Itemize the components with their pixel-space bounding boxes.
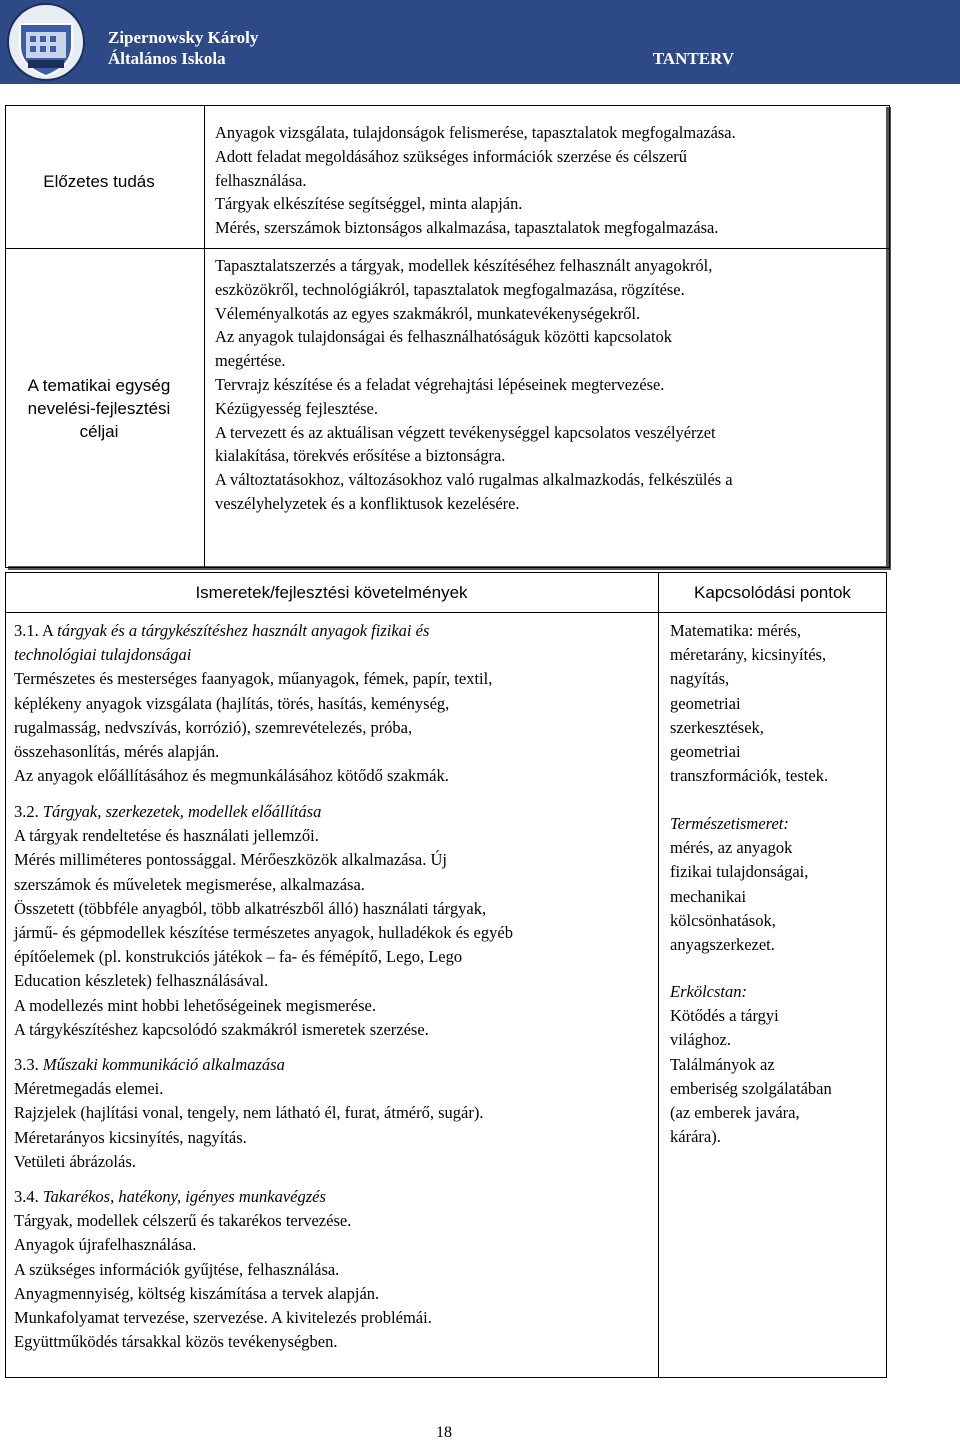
links-science — [670, 812, 884, 957]
text-line: geometriai — [670, 742, 741, 762]
text-line: Anyagok vizsgálata, tulajdonságok felismerése, tapasztalatok megfogalmazása. — [215, 123, 736, 142]
text-line: (az emberek javára, — [670, 1103, 800, 1123]
section-3-4 — [14, 1185, 654, 1354]
school-name — [108, 27, 258, 69]
text-line: kölcsönhatások, — [670, 910, 776, 930]
text-line: kialakítása, törekvés erősítése a biztonságra. — [215, 446, 506, 466]
header-banner — [0, 0, 960, 84]
links-subject-title: Erkölcstan: — [670, 982, 747, 1001]
section-3-1 — [14, 619, 654, 788]
requirements-column-header: Ismeretek/fejlesztési követelmények — [195, 583, 468, 602]
text-line: Kötődés a tárgyi — [670, 1006, 779, 1026]
section-number: 3.2. — [14, 802, 39, 821]
text-line: Tervrajz készítése és a feladat végrehajtási lépéseinek megtervezése. — [215, 374, 665, 394]
school-name-line2: Általános Iskola — [108, 49, 226, 68]
text-line: nagyítás, — [670, 669, 730, 689]
text-line: felhasználása. — [215, 170, 307, 190]
text-line: Kézügyesség fejlesztése. — [215, 398, 378, 418]
text-line: Tárgyak, modellek célszerű és takarékos tervezése. — [14, 1211, 352, 1231]
text-line: Együttműködés társakkal közös tevékenységben. — [14, 1332, 338, 1352]
section-title-text: Műszaki kommunikáció alkalmazása — [42, 1055, 285, 1074]
section-title-text: technológiai tulajdonságai — [14, 645, 192, 665]
section-title — [14, 1185, 654, 1209]
text-line: Találmányok az — [670, 1054, 775, 1074]
goals-label — [0, 374, 198, 443]
text-line: Adott feladat megoldásához szükséges információk szerzése és célszerű — [215, 146, 687, 166]
text-line: anyagszerkezet. — [670, 935, 775, 955]
section-number: 3.1. A — [14, 621, 53, 640]
text-line: szerkesztések, — [670, 717, 764, 737]
text-line: kárára). — [670, 1127, 721, 1147]
row-divider — [6, 248, 889, 249]
column-divider — [204, 106, 205, 567]
text-line: Mérés milliméteres pontossággal. Mérőeszközök alkalmazása. Új — [14, 850, 447, 870]
section-title — [14, 1053, 654, 1077]
text-line: Mérés, szerszámok biztonságos alkalmazása, tapasztalatok megfogalmazása. — [215, 218, 719, 238]
text-line: Munkafolyamat tervezése, szervezése. A kivitelezés problémái. — [14, 1308, 432, 1328]
text-line: mérés, az anyagok — [670, 838, 793, 858]
text-line: A tárgykészítéshez kapcsolódó szakmákról ismeretek szerzése. — [14, 1019, 429, 1039]
text-line: képlékeny anyagok vizsgálata (hajlítás, törés, hasítás, keménység, — [14, 693, 450, 713]
section-number: 3.4. — [14, 1187, 39, 1206]
text-line: Összetett (többféle anyagból, több alkatrészből álló) használati tárgyak, — [14, 898, 487, 918]
text-line: Tárgyak elkészítése segítséggel, minta alapján. — [215, 194, 523, 214]
text-line: Anyagmennyiség, költség kiszámítása a tervek alapján. — [14, 1283, 380, 1303]
school-name-line1: Zipernowsky Károly — [108, 28, 259, 47]
section-title-text: Tárgyak, szerkezetek, modellek előállítása — [42, 802, 322, 821]
prior-knowledge-label: Előzetes tudás — [43, 172, 155, 191]
section-number: 3.3. — [14, 1055, 39, 1074]
section-title-text: tárgyak és a tárgykészítéshez használt anyagok fizikai és — [57, 621, 430, 640]
text-line: A szükséges információk gyűjtése, felhasználása. — [14, 1259, 340, 1279]
links-ethics — [670, 980, 884, 1149]
text-line: Matematika: mérés, — [670, 621, 802, 640]
text-line: Vetületi ábrázolás. — [14, 1151, 136, 1171]
school-shield-logo-icon — [6, 2, 86, 82]
section-title-text: Takarékos, hatékony, igényes munkavégzés — [42, 1187, 326, 1206]
text-line: világhoz. — [670, 1030, 731, 1050]
section-title — [14, 800, 654, 824]
text-line: szerszámok és műveletek megismerése, alkalmazása. — [14, 874, 365, 894]
page-number: 18 — [436, 1424, 452, 1441]
section-title — [14, 619, 654, 643]
goals-label-line: nevelési-fejlesztési — [27, 399, 171, 418]
section-3-2 — [14, 800, 654, 1042]
links-math — [670, 619, 884, 788]
column-divider — [658, 573, 659, 1377]
text-line: eszközökről, technológiákról, tapasztalatok megfogalmazása, rögzítése. — [215, 279, 685, 299]
text-line: Az anyagok előállításához és megmunkálásához kötődő szakmák. — [14, 766, 449, 786]
prior-knowledge-text — [215, 121, 880, 240]
text-line: Természetes és mesterséges faanyagok, műanyagok, fémek, papír, textil, — [14, 669, 493, 689]
text-line: rugalmasság, nedvszívás, korrózió), szemrevételezés, próba, — [14, 717, 413, 737]
text-line: fizikai tulajdonságai, — [670, 862, 809, 882]
text-line: A modellezés mint hobbi lehetőségeinek megismerése. — [14, 995, 376, 1015]
goals-label-line: céljai — [79, 422, 119, 441]
text-line: megértése. — [215, 351, 286, 371]
text-line: méretarány, kicsinyítés, — [670, 645, 827, 665]
document-title: TANTERV — [652, 49, 734, 68]
text-line: transzformációk, testek. — [670, 766, 829, 786]
links-column-header: Kapcsolódási pontok — [694, 583, 851, 602]
text-line: Méretarányos kicsinyítés, nagyítás. — [14, 1127, 247, 1147]
text-line: összehasonlítás, mérés alapján. — [14, 742, 220, 762]
text-line: A tárgyak rendeltetése és használati jellemzői. — [14, 826, 319, 846]
text-line: A változtatásokhoz, változásokhoz való rugalmas alkalmazkodás, felkészülés a — [215, 470, 733, 490]
text-line: mechanikai — [670, 886, 747, 906]
text-line: építőelemek (pl. konstrukciós játékok – fa- és fémépítő, Lego, Lego — [14, 947, 463, 967]
section-3-3 — [14, 1053, 654, 1174]
goals-label-line: A tematikai egység — [27, 376, 171, 395]
text-line: Az anyagok tulajdonságai és felhasználhatóságuk közötti kapcsolatok — [215, 327, 672, 347]
goals-text — [215, 254, 880, 516]
text-line: Véleményalkotás az egyes szakmákról, munkatevékenységekről. — [215, 303, 641, 323]
text-line: A tervezett és az aktuálisan végzett tevékenységgel kapcsolatos veszélyérzet — [215, 422, 716, 442]
text-line: Méretmegadás elemei. — [14, 1079, 164, 1099]
text-line: Education készletek) felhasználásával. — [14, 971, 269, 991]
text-line: jármű- és gépmodellek készítése természetes anyagok, hulladékok és egyéb — [14, 923, 513, 943]
links-subject-title: Természetismeret: — [670, 814, 789, 833]
text-line: emberiség szolgálatában — [670, 1078, 832, 1098]
text-line: veszélyhelyzetek és a konfliktusok kezelésére. — [215, 493, 520, 513]
text-line: Anyagok újrafelhasználása. — [14, 1235, 197, 1255]
text-line: Tapasztalatszerzés a tárgyak, modellek készítéséhez felhasznált anyagokról, — [215, 256, 713, 275]
text-line: Rajzjelek (hajlítási vonal, tengely, nem látható él, furat, átmérő, sugár). — [14, 1103, 484, 1123]
text-line: geometriai — [670, 693, 741, 713]
header-divider — [6, 612, 886, 613]
